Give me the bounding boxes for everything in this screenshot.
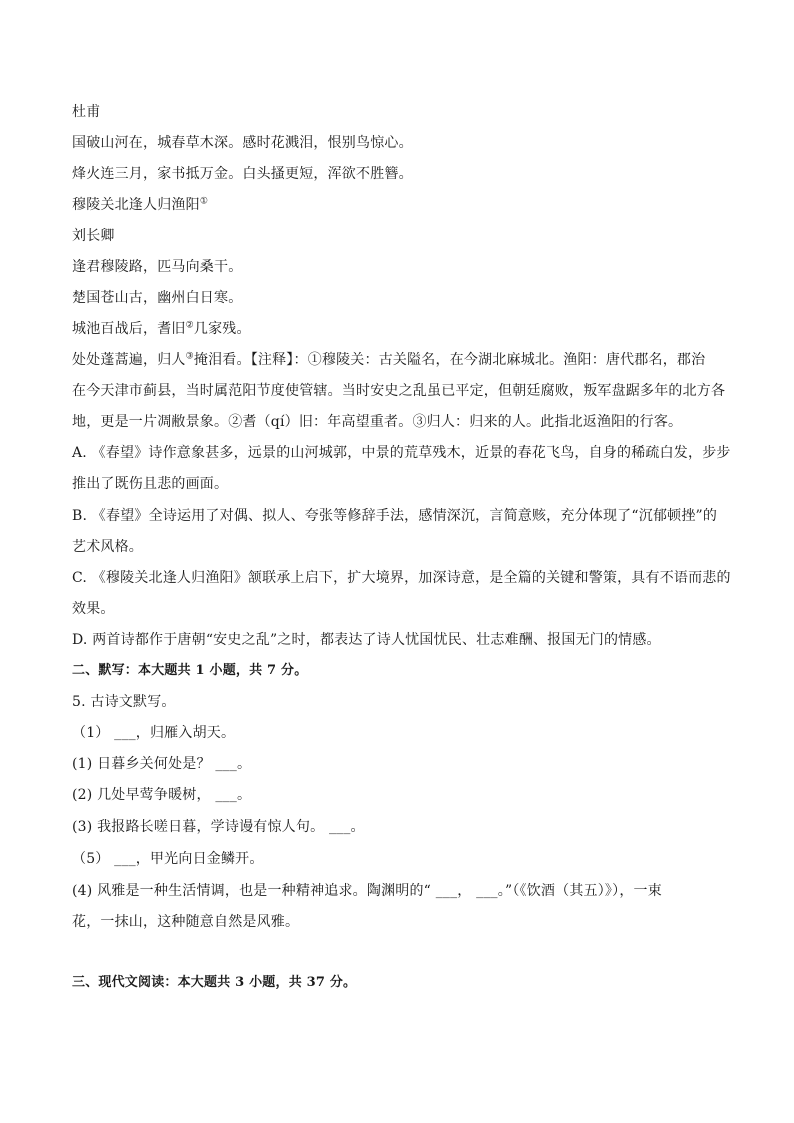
notes-line: 在今天津市蓟县，当时属范阳节度使管辖。当时安史之乱虽已平定，但朝廷腐败，叛军盘踞多年的北方各 xyxy=(72,383,726,399)
answer-blank[interactable]: ___ xyxy=(215,756,237,772)
answer-blank[interactable]: ___ xyxy=(114,851,136,867)
poem1-author: 杜甫 xyxy=(72,104,101,120)
option-a-cont: 推出了既伤且悲的画面。 xyxy=(72,476,229,492)
question-5: 5. 古诗文默写。 xyxy=(72,694,176,710)
poem1-line: 烽火连三月，家书抵万金。白头搔更短，浑欲不胜簪。 xyxy=(72,166,413,182)
option-b-cont: 艺术风格。 xyxy=(72,539,143,555)
answer-blank[interactable]: ___ xyxy=(328,819,351,835)
option-c: C. 《穆陵关北逢人归渔阳》颔联承上启下，扩大境界，加深诗意，是全篇的关键和警策，具有不语而悲的 xyxy=(72,570,731,586)
fill-item: (1) 日暮乡关何处是？ ___。 xyxy=(72,756,252,772)
option-d: D. 两首诗都作于唐朝“安史之乱”之时，都表达了诗人忧国忧民、壮志难酬、报国无门的情感。 xyxy=(72,632,661,648)
poem2-title: 穆陵关北逢人归渔阳① xyxy=(72,196,209,213)
footnote-marker: ② xyxy=(185,320,194,331)
section-heading: 三、现代文阅读：本大题共 3 小题，共 37 分。 xyxy=(72,975,357,990)
poem2-line: 逢君穆陵路，匹马向桑干。 xyxy=(72,259,243,275)
poem2-line: 楚国苍山古，幽州白日寒。 xyxy=(72,290,243,306)
fill-item: (4) 风雅是一种生活情调，也是一种精神追求。陶渊明的“ ___， ___。”（《饮酒（其五）》），一束 xyxy=(72,883,662,899)
footnote-marker: ① xyxy=(199,196,209,207)
fill-item: （5） ___，甲光向日金鳞开。 xyxy=(72,851,264,867)
answer-blank[interactable]: ___ xyxy=(215,787,237,803)
fill-item: (2) 几处早莺争暖树， ___。 xyxy=(72,787,252,803)
answer-blank[interactable]: ___ xyxy=(114,725,136,741)
fill-item: （1） ___，归雁入胡天。 xyxy=(72,725,236,741)
poem2-author: 刘长卿 xyxy=(72,228,115,244)
notes-line: 地，更是一片凋敝景象。②耆（qí）旧：年高望重者。③归人：归来的人。此指北返渔阳的行客。 xyxy=(72,414,683,430)
footnote-marker: ③ xyxy=(185,351,194,362)
answer-blank[interactable]: ___ xyxy=(435,883,458,899)
poem1-line: 国破山河在，城春草木深。感时花溅泪，恨别鸟惊心。 xyxy=(72,135,413,151)
option-a: A. 《春望》诗作意象甚多，远景的山河城郭，中景的荒草残木，近景的春花飞鸟，自身的稀疏白发，步步 xyxy=(72,445,731,461)
poem2-line-with-notes: 处处蓬蒿遍，归人③掩泪看。【注释】：①穆陵关：古关隘名，在今湖北麻城北。渔阳：唐代郡名，郡治 xyxy=(72,351,706,368)
fill-item: (3) 我报路长嗟日暮，学诗谩有惊人句。 ___。 xyxy=(72,819,365,835)
poem2-line: 城池百战后，耆旧②几家残。 xyxy=(72,320,251,337)
answer-blank[interactable]: ___ xyxy=(476,883,498,899)
option-c-cont: 效果。 xyxy=(72,601,115,617)
option-b: B. 《春望》全诗运用了对偶、拟人、夸张等修辞手法，感情深沉，言简意赅，充分体现了“沉郁顿挫”的 xyxy=(72,508,718,524)
fill-item-cont: 花，一抹山，这种随意自然是风雅。 xyxy=(72,914,300,930)
section-heading: 二、默写：本大题共 1 小题，共 7 分。 xyxy=(72,663,308,678)
